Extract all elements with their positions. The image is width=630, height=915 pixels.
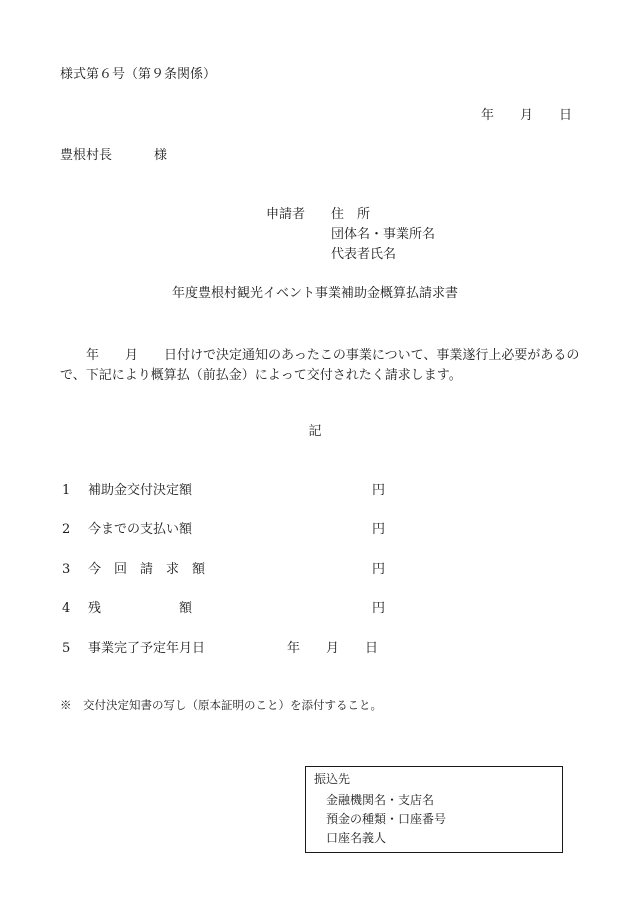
document-title: 年度豊根村観光イベント事業補助金概算払請求書 [171, 286, 458, 301]
addressee-honorific: 様 [154, 148, 168, 163]
item-unit: 円 [372, 601, 386, 616]
item-label: 今 回 請 求 額 [88, 562, 206, 577]
bank-branch-field: 金融機関名・支店名 [326, 793, 435, 807]
form-number: 様式第６号（第９条関係） [60, 67, 217, 82]
item-unit: 円 [372, 562, 386, 577]
completion-date: 年 月 日 [287, 641, 379, 656]
item-number: 1 [62, 483, 71, 498]
item-label: 今までの支払い額 [88, 522, 193, 537]
bank-transfer-box [305, 766, 563, 853]
item-row [62, 641, 379, 656]
item-label: 事業完了予定年月日 [88, 641, 206, 656]
account-type-field: 預金の種類・口座番号 [326, 812, 447, 826]
ki-marker: 記 [308, 424, 322, 439]
body-text: 年 月 日付けで決定通知のあったこの事業について、事業遂行上必要があるので、下記により概算払（前払金）によって交付されたく請求します。 [60, 348, 580, 383]
item-row [62, 483, 386, 498]
item-number: 5 [62, 641, 71, 656]
date-day: 日 [558, 108, 572, 123]
account-holder-field: 口座名義人 [326, 831, 387, 845]
item-unit: 円 [372, 522, 386, 537]
item-label: 補助金交付決定額 [88, 483, 193, 498]
item-label: 残 額 [88, 601, 193, 616]
date-year: 年 [480, 108, 494, 123]
item-row [62, 522, 386, 537]
applicant-representative: 代表者氏名 [331, 247, 397, 262]
attachment-note: ※ 交付決定知書の写し（原本証明のこと）を添付すること。 [60, 698, 382, 712]
addressee [60, 149, 167, 162]
item-number: 4 [62, 601, 71, 616]
item-row [62, 601, 386, 616]
applicant-label: 申請者 [266, 207, 306, 222]
item-row [62, 562, 386, 577]
date-line [481, 109, 572, 122]
applicant-fields [331, 208, 435, 268]
date-month: 月 [519, 108, 533, 123]
addressee-name: 豊根村長 [60, 148, 113, 163]
bank-heading: 振込先 [314, 772, 351, 786]
applicant-organization: 団体名・事業所名 [331, 227, 436, 242]
item-number: 3 [62, 562, 71, 577]
item-unit: 円 [372, 483, 386, 498]
item-number: 2 [62, 522, 71, 537]
applicant-address: 住 所 [331, 207, 371, 222]
